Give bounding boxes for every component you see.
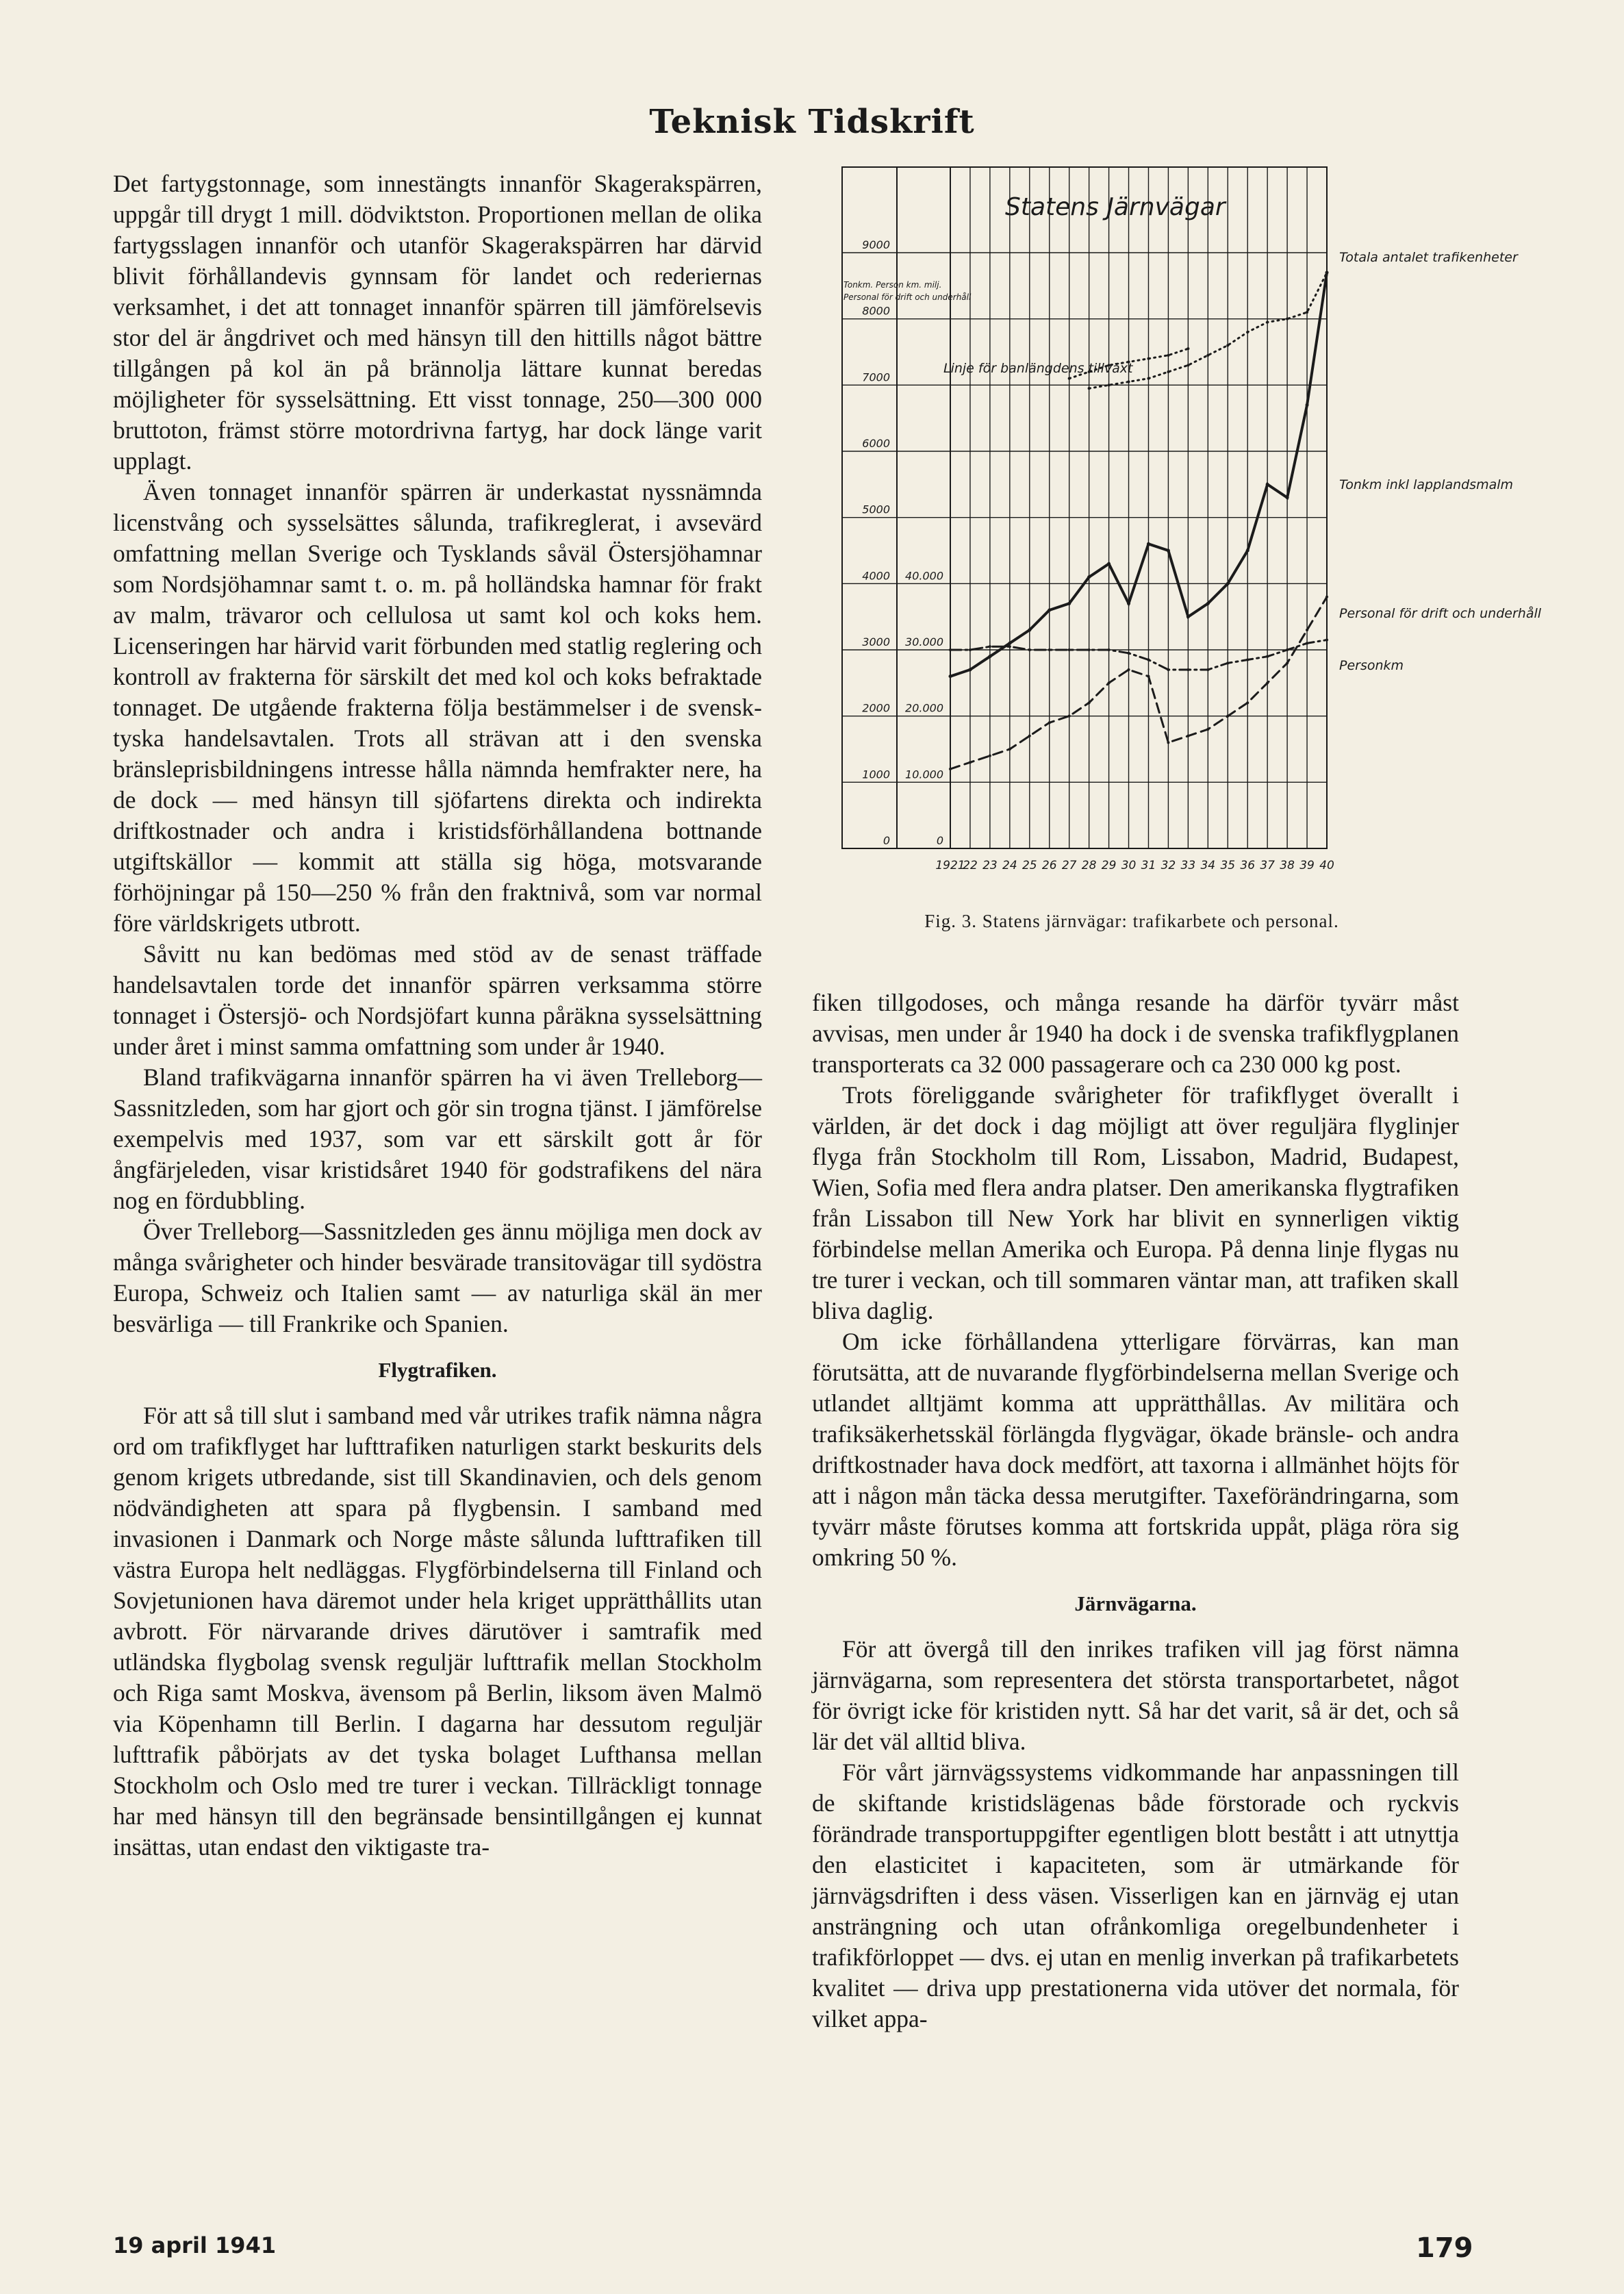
y-right-tick-label: 40.000 (905, 569, 943, 583)
paragraph: Trots föreliggande svårigheter för trafikflyget överallt i världen, är det dock i dag möjligt att över reguljära flyglinjer flyga från Stockholm till Rom, Lissabon, Madrid, Budapest, Wien, Sofia med flera andra platser. Den amerikanska flygtrafiken från Lissabon till New York har blivit en synnerligen viktig förbindelse mellan Amerika och Europa. På denna linje flygas nu tre turer i veckan, och till sommaren väntar man, att trafiken skall bliva daglig. (812, 1081, 1459, 1324)
chart-svg (841, 160, 1542, 886)
journal-header: Teknisk Tidskrift (649, 103, 975, 141)
chart-frame (842, 167, 1327, 848)
paragraph: Även tonnaget innanför spärren är underkastat nyssnämnda licenstvång och sysselsättes sålunda, trafikreglerat, i avsevärd omfattning mellan Sverige och Tysklands såväl Östersjöhamnar som Nordsjöhamnar samt t. o. m. på holländska hamnar för frakt av malm, trävaror och cellulosa ut samt kol och koks hem. Licenseringen har härvid varit förbunden med statlig reglering och kontroll av frakterna för särskilt det med kol och koks befraktade tonnaget. De utgående frakterna följa bestämmelser i de svensk-tyska handelsavtalen. Trots all strävan att i den svenska bränsleprisbildningens intresse hålla nämnda hemfrakter nere, ha de dock — med hänsyn till sjöfartens direkta och indirekta driftkostnader och andra i kristidsförhållandena bottnande utgiftskällor — kommit att ställa sig höga, motsvarande förhöjningar på 150—250 % från den fraktnivå, som var normal före världskrigets utbrott. (113, 478, 762, 937)
x-tick-label: 26 (1041, 859, 1057, 872)
x-tick-label: 32 (1160, 859, 1176, 872)
page-number: 179 (1416, 2232, 1473, 2264)
paragraph: Om icke förhållandena ytterligare förvärras, kan man förutsätta, att de nuvarande flygförbindelserna mellan Sverige och utlandet alltjämt komma att upprätthållas. Av militära och trafiksäkerhetsskäl förlängda flygvägar, ökade bränsle- och andra driftkostnader hava dock medfört, att taxorna i allmänhet höjts för att i någon mån täcka dessa merutgifter. Taxeförändringarna, som tyvärr måste förutses komma att fortskrida uppåt, pläga röra sig omkring 50 %. (812, 1328, 1459, 1571)
paragraph: Det fartygstonnage, som innestängts innanför Skagerakspärren, uppgår till drygt 1 mill. dödviktston. Proportionen mellan de olika fartygsslagen innanför och utanför Skagerakspärren har därvid blivit förhållandevis gynnsam för landet och rederiernas verksamhet, i det att tonnaget innanför spärren till jämförelsevis stor del är ångdrivet och med hänsyn till den hittills något bättre tillgången på kol än på brännolja lättare kunnat beredas möjligheter för sysselsättning. Ett visst tonnage, 250—300 000 bruttoton, främst större motordrivna fartyg, har dock länge varit upplagt. (113, 170, 762, 475)
y-left-tick-label: 4000 (862, 569, 890, 583)
x-tick-label: 22 (963, 859, 978, 872)
data-point (989, 755, 991, 757)
left-column (113, 168, 762, 1863)
paragraph: För att så till slut i samband med vår utrikes trafik nämna några ord om trafikflyget har lufttrafiken naturligen starkt beskurits dels genom krigets utbredande, sist till Skandinavien, och dels genom nödvändigheten att spara på flygbensin. I samband med invasionen i Danmark och Norge måste sålunda lufttrafiken till västra Europa helt nedläggas. Flygförbindelserna till Finland och Sovjetunionen hava däremot under hela kriget upprätthållits utan avbrott. För närvarande drives därutöver i samtrafik med utländska flygbolag svensk reguljär lufttrafik mellan Stockholm och Riga samt Moskva, ävensom på Berlin, liksom även Malmö via Köpenhamn till Berlin. I dagarna har dessutom reguljär lufttrafik påbörjats av det tyska bolaget Lufthansa mellan Stockholm och Oslo med tre turer i veckan. Tillräckligt tonnage har med hänsyn till den begränsade bensintillgången ej kunnat insättas, utan endast den viktigaste tra- (113, 1402, 762, 1861)
y-right-tick-label: 30.000 (905, 635, 943, 648)
x-tick-label: 34 (1200, 859, 1216, 872)
x-tick-label: 36 (1240, 859, 1256, 872)
y-right-tick-label: 20.000 (905, 701, 943, 715)
issue-date: 19 april 1941 (113, 2232, 277, 2258)
annotation-total: Totala antalet trafikenheter (1339, 250, 1518, 265)
x-tick-label: 23 (982, 859, 998, 872)
y-left-axis-label: Tonkm. Person km. milj. (843, 280, 942, 290)
y-left-tick-label: 9000 (862, 238, 890, 251)
series-line (950, 597, 1327, 769)
series-line (950, 273, 1327, 677)
x-tick-label: 35 (1220, 859, 1236, 872)
figure-caption: Fig. 3. Statens järnvägar: trafikarbete och personal. (924, 911, 1339, 931)
y-left-tick-label: 7000 (862, 370, 890, 384)
x-tick-label: 40 (1319, 859, 1334, 872)
y-left-tick-label: 6000 (862, 437, 890, 450)
paragraph: fiken tillgodoses, och många resande ha därför tyvärr måst avvisas, men under år 1940 ha dock i de svenska trafikflygplanen transporterats ca 32 000 passagerare och ca 230 000 kg post. (812, 989, 1459, 1078)
x-tick-label: 28 (1081, 859, 1097, 872)
x-tick-label: 33 (1180, 859, 1196, 872)
x-tick-label: 39 (1299, 859, 1315, 872)
annotation-banlangd: Linje för banlängdens tillväxt (943, 361, 1133, 376)
y-left-tick-label: 3000 (862, 635, 890, 648)
x-tick-label: 31 (1141, 859, 1156, 872)
section-heading-jarnvagarna: Järnvägarna. (1074, 1591, 1197, 1615)
x-tick-label: 27 (1061, 859, 1077, 872)
y-right-axis-label: Personal för drift och underhåll (843, 292, 972, 302)
railway-chart (841, 160, 1542, 886)
right-column (812, 987, 1459, 2034)
paragraph: Såvitt nu kan bedömas med stöd av de senast träffade handelsavtalen torde det innanför spärren verksamma större tonnaget i Östersjö- och Nordsjöfart kunna påräkna sysselsättning under året i minst samma omfattning som under år 1940. (113, 940, 762, 1060)
x-tick-label: 24 (1002, 859, 1017, 872)
annotation-tonkm: Tonkm inkl lapplandsmalm (1339, 477, 1514, 492)
chart-title: Statens Järnvägar (1005, 193, 1226, 221)
y-left-tick-label: 5000 (862, 503, 890, 516)
annotation-personal: Personal för drift och underhåll (1339, 606, 1542, 621)
y-right-tick-label: 0 (936, 834, 943, 847)
x-tick-label: 37 (1260, 859, 1275, 872)
y-left-tick-label: 0 (883, 834, 890, 847)
paragraph: Bland trafikvägarna innanför spärren ha vi även Trelleborg—Sassnitzleden, som har gjort och gör sin trogna tjänst. I jämförelse exempelvis med 1937, som var ett särskilt gott år för ångfärjeleden, visar kristidsåret 1940 för godstrafikens del nära nog en fördubbling. (113, 1063, 762, 1214)
annotation-personkm: Personkm (1339, 658, 1404, 673)
y-left-tick-label: 1000 (862, 768, 890, 781)
paragraph: För vårt järnvägssystems vidkommande har anpassningen till de skiftande kristidslägenas både förstorade och ryckvis förändrade transportuppgifter egentligen blott bestått i att utnyttja den elasticitet i kapaciteten, som är utmärkande för järnvägsdriften i dess väsen. Visserligen kan en järnväg ej utan ansträngning och utan ofrånkomliga oregelbundenheter i trafikförloppet — dvs. ej utan en menlig inverkan på trafikarbetets kvalitet — driva upp prestationerna vida utöver det normala, för vilket appa- (812, 1759, 1459, 2032)
x-tick-label: 38 (1280, 859, 1295, 872)
x-tick-label: 29 (1101, 859, 1117, 872)
x-tick-label: 30 (1121, 859, 1137, 872)
y-left-tick-label: 8000 (862, 304, 890, 318)
y-right-tick-label: 10.000 (905, 768, 943, 781)
paragraph: Över Trelleborg—Sassnitzleden ges ännu möjliga men dock av många svårigheter och hinder besvärade transitovägar till sydöstra Europa, Schweiz och Italien samt — av naturliga skäl än mer besvärliga — till Frankrike och Spanien. (113, 1218, 762, 1337)
x-tick-label: 25 (1022, 859, 1037, 872)
paragraph: För att övergå till den inrikes trafiken vill jag först nämna järnvägarna, som representera det största transportarbetet, något för övrigt icke för kristiden nytt. Så har det varit, så är det, och så lär det väl alltid bliva. (812, 1635, 1459, 1755)
x-tick-label: 1921 (935, 859, 965, 872)
y-left-tick-label: 2000 (862, 701, 890, 715)
section-heading-flygtrafiken: Flygtrafiken. (378, 1358, 497, 1382)
